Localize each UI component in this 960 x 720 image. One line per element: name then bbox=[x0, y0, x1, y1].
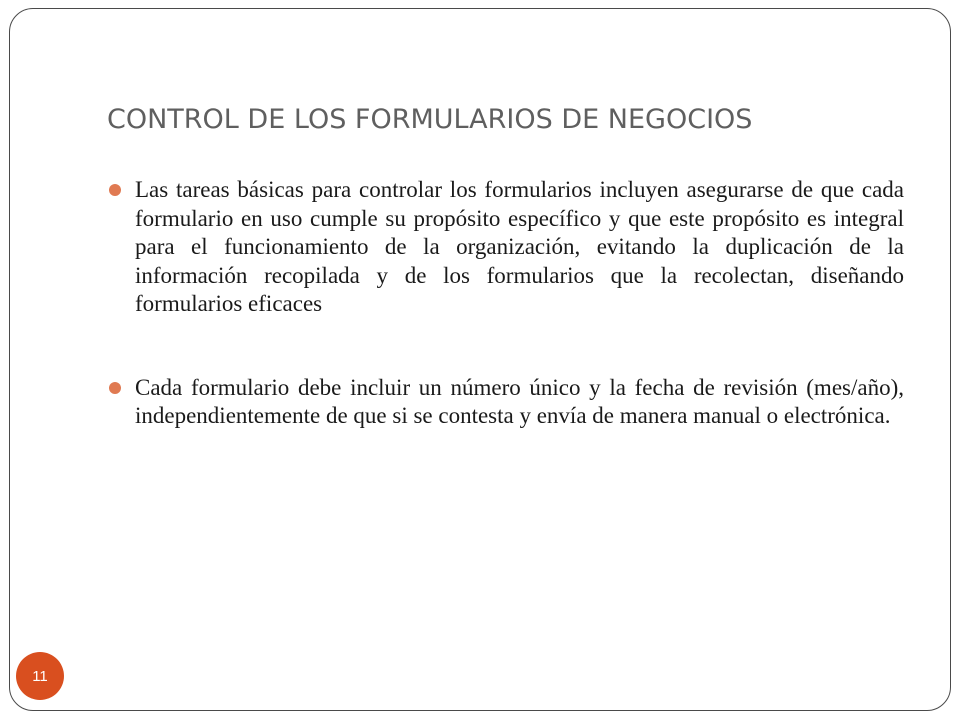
bullet-list bbox=[108, 176, 904, 431]
bullet-dot-icon bbox=[109, 184, 121, 196]
bullet-item bbox=[108, 176, 904, 319]
bullet-text: Cada formulario debe incluir un número único y la fecha de revisión (mes/año), independientemente de que si se contesta y envía de manera manual o electrónica. bbox=[135, 374, 904, 428]
slide-title: CONTROL DE LOS FORMULARIOS DE NEGOCIOS bbox=[107, 104, 753, 135]
bullet-dot-icon bbox=[109, 382, 121, 394]
page-number-badge bbox=[16, 652, 64, 700]
bullet-text: Las tareas básicas para controlar los formularios incluyen asegurarse de que cada formulario en uso cumple su propósito específico y que este propósito es integral para el funcionamiento de la organización, evitando la duplicación de la información recopilada y de los formularios que la recolectan, diseñando formularios eficaces bbox=[135, 177, 904, 316]
bullet-item bbox=[108, 374, 904, 431]
page-number: 11 bbox=[32, 667, 48, 685]
